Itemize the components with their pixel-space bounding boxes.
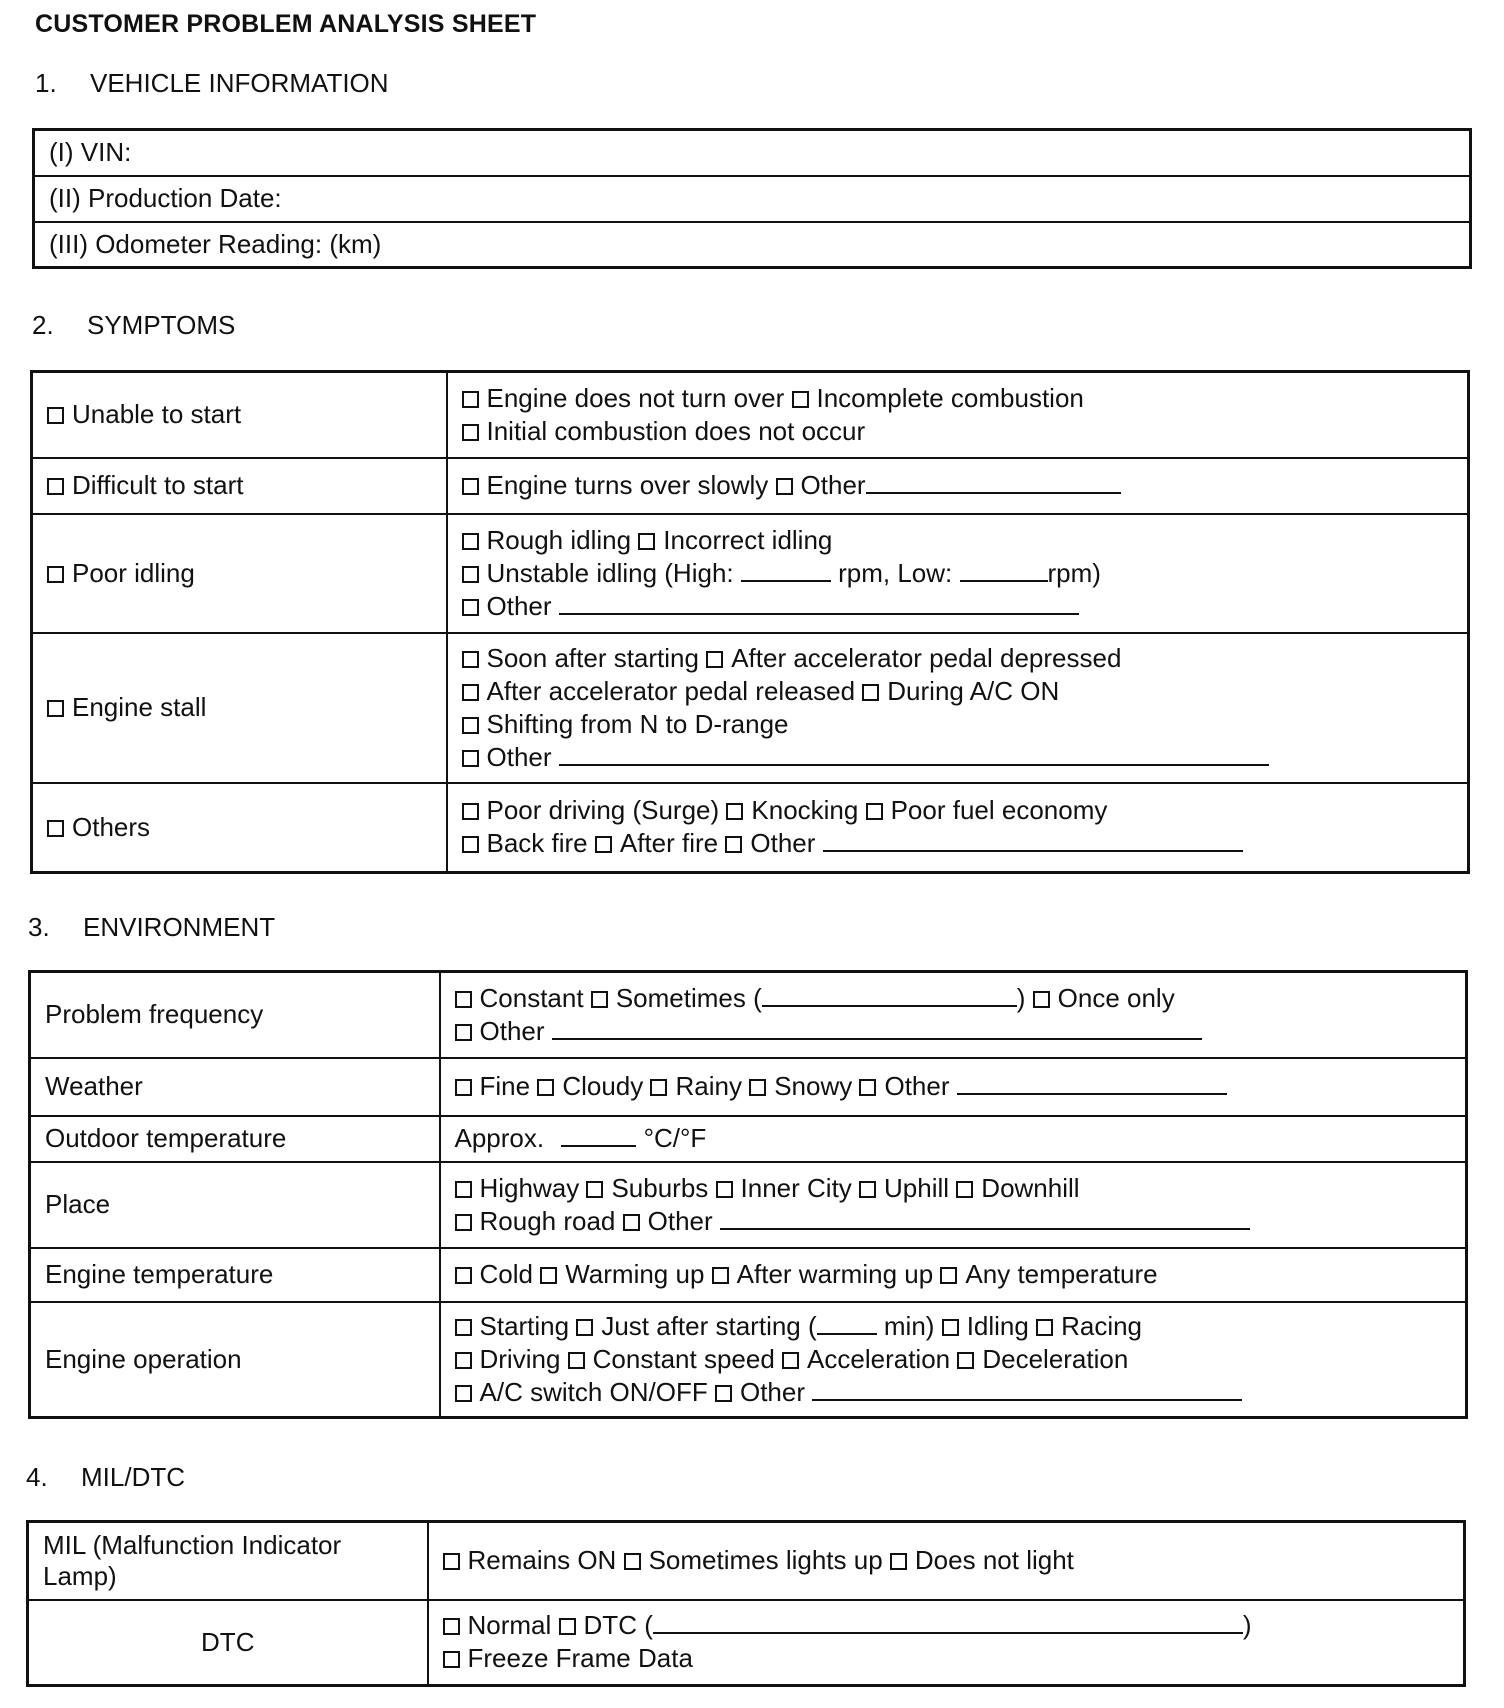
dtc-label: DTC: [201, 1626, 255, 1657]
engine-stall-label: Engine stall: [72, 692, 207, 722]
checkbox[interactable]: [455, 1181, 472, 1198]
checkbox[interactable]: [455, 1319, 472, 1336]
checkbox[interactable]: [782, 1352, 799, 1369]
option-label: Incomplete combustion: [816, 382, 1084, 413]
environment-row-outdoor-temperature: [30, 1116, 1467, 1162]
temperature-field[interactable]: [561, 1123, 636, 1147]
section-vehicle-heading: [35, 68, 389, 99]
checkbox[interactable]: [712, 1267, 729, 1284]
section-mil-dtc-heading: [26, 1462, 185, 1493]
checkbox[interactable]: [940, 1267, 957, 1284]
option-label: Cold: [479, 1259, 533, 1289]
checkbox[interactable]: [462, 533, 479, 550]
low-rpm-field[interactable]: [960, 558, 1048, 582]
checkbox[interactable]: [462, 391, 479, 408]
option-label: After warming up: [736, 1259, 934, 1289]
option-label: After accelerator pedal depressed: [731, 642, 1122, 673]
checkbox[interactable]: [462, 684, 479, 701]
checkbox[interactable]: [462, 836, 479, 853]
option-label: Shifting from N to D-range: [486, 708, 789, 739]
checkbox[interactable]: [455, 1214, 472, 1231]
others-label: Others: [72, 811, 151, 842]
checkbox[interactable]: [568, 1352, 585, 1369]
option-label: Other: [647, 1205, 713, 1236]
option-label: Other: [486, 741, 552, 772]
option-label: Other: [486, 590, 552, 621]
checkbox[interactable]: [537, 1079, 554, 1096]
option-label: Just after starting (: [601, 1310, 817, 1341]
option-label: DTC (: [583, 1610, 653, 1641]
difficult-to-start-label: Difficult to start: [72, 470, 244, 500]
others-checkbox[interactable]: [47, 820, 64, 837]
blank-field[interactable]: [552, 1016, 1202, 1040]
environment-row-frequency: [30, 972, 1467, 1058]
production-date-field[interactable]: [34, 176, 1471, 222]
checkbox[interactable]: [462, 717, 479, 734]
blank-field[interactable]: [720, 1206, 1250, 1230]
dtc-row: [28, 1600, 1465, 1686]
option-label: Incorrect idling: [663, 524, 833, 555]
option-label: Rainy: [675, 1071, 742, 1101]
mil-label: MIL (Malfunction Indicator Lamp): [43, 1529, 342, 1591]
mil-row: [28, 1522, 1465, 1600]
section-title: MIL/DTC: [81, 1462, 185, 1492]
unit-label: °C/°F: [643, 1123, 707, 1153]
section-title: VEHICLE INFORMATION: [90, 68, 389, 98]
checkbox[interactable]: [956, 1181, 973, 1198]
option-label: Remains ON: [467, 1545, 617, 1576]
checkbox[interactable]: [957, 1352, 974, 1369]
poor-idling-label: Poor idling: [72, 557, 195, 588]
environment-table: [28, 970, 1468, 1419]
engine-operation-label: Engine operation: [45, 1343, 242, 1374]
option-label: Any temperature: [965, 1259, 1158, 1289]
option-label: Knocking: [751, 795, 859, 826]
checkbox[interactable]: [462, 566, 479, 583]
checkbox[interactable]: [792, 391, 809, 408]
checkbox[interactable]: [455, 1079, 472, 1096]
option-label: Cloudy: [562, 1071, 644, 1101]
option-label: Other: [739, 1376, 806, 1407]
checkbox[interactable]: [638, 533, 655, 550]
checkbox[interactable]: [462, 750, 479, 767]
option-label: Unstable idling (High:: [486, 557, 734, 588]
section-number: 1.: [35, 68, 57, 98]
option-label: ): [1016, 982, 1026, 1013]
checkbox[interactable]: [540, 1267, 557, 1284]
checkbox[interactable]: [749, 1079, 766, 1096]
option-label: Idling: [966, 1310, 1029, 1341]
checkbox[interactable]: [455, 1352, 472, 1369]
option-label: Back fire: [486, 828, 588, 859]
outdoor-temperature-label: Outdoor temperature: [45, 1123, 287, 1153]
approx-label: Approx.: [454, 1123, 545, 1153]
checkbox[interactable]: [776, 478, 793, 495]
symptom-row-difficult-to-start: [32, 458, 1469, 514]
section-number: 4.: [26, 1462, 48, 1492]
option-label: Deceleration: [982, 1343, 1129, 1374]
page-title: CUSTOMER PROBLEM ANALYSIS SHEET: [35, 10, 537, 38]
option-label: Downhill: [981, 1172, 1080, 1203]
section-environment-heading: [28, 912, 275, 943]
option-label: Does not light: [914, 1545, 1074, 1576]
option-label: Rough road: [479, 1205, 616, 1236]
option-label: Poor fuel economy: [890, 795, 1108, 826]
unable-to-start-checkbox[interactable]: [47, 407, 64, 424]
place-label: Place: [45, 1189, 111, 1219]
checkbox[interactable]: [455, 991, 472, 1008]
weather-label: Weather: [45, 1071, 143, 1101]
problem-frequency-label: Problem frequency: [45, 999, 264, 1030]
option-label: Engine turns over slowly: [486, 470, 769, 500]
option-label: Other: [884, 1071, 950, 1101]
blank-field[interactable]: [762, 983, 1017, 1007]
option-label: Initial combustion does not occur: [486, 415, 866, 446]
option-label: Soon after starting: [486, 642, 699, 673]
checkbox[interactable]: [576, 1319, 593, 1336]
blank-field[interactable]: [823, 828, 1243, 852]
vin-field[interactable]: [34, 130, 1471, 176]
option-label: Fine: [479, 1071, 531, 1101]
option-label: min): [883, 1310, 935, 1341]
option-label: Constant speed: [592, 1343, 775, 1374]
poor-idling-checkbox[interactable]: [47, 566, 64, 583]
checkbox[interactable]: [586, 1181, 603, 1198]
production-date-label: (II) Production Date:: [49, 183, 282, 213]
environment-row-weather: [30, 1058, 1467, 1116]
checkbox[interactable]: [591, 991, 608, 1008]
environment-row-engine-temperature: [30, 1248, 1467, 1302]
option-label: Driving: [479, 1343, 561, 1374]
checkbox[interactable]: [462, 651, 479, 668]
checkbox[interactable]: [859, 1181, 876, 1198]
dtc-code-field[interactable]: [653, 1610, 1243, 1634]
blank-field[interactable]: [812, 1377, 1242, 1401]
checkbox[interactable]: [942, 1319, 959, 1336]
blank-field[interactable]: [957, 1071, 1227, 1095]
blank-field[interactable]: [559, 591, 1079, 615]
option-label: Sometimes lights up: [648, 1545, 883, 1576]
environment-row-place: [30, 1162, 1467, 1248]
environment-row-engine-operation: [30, 1302, 1467, 1418]
option-label: Poor driving (Surge): [486, 795, 720, 826]
option-label: Snowy: [774, 1071, 853, 1101]
option-label: rpm, Low:: [838, 557, 953, 588]
engine-stall-checkbox[interactable]: [47, 700, 64, 717]
vehicle-information-table: [32, 128, 1472, 269]
symptom-row-poor-idling: [32, 514, 1469, 633]
option-label: Other: [479, 1015, 545, 1046]
checkbox[interactable]: [623, 1214, 640, 1231]
checkbox[interactable]: [866, 803, 883, 820]
section-number: 2.: [32, 310, 54, 340]
engine-temperature-label: Engine temperature: [45, 1259, 274, 1289]
option-label: Racing: [1061, 1310, 1143, 1341]
high-rpm-field[interactable]: [741, 558, 831, 582]
option-label: Starting: [479, 1310, 570, 1341]
checkbox[interactable]: [890, 1553, 907, 1570]
symptoms-table: [30, 370, 1470, 874]
checkbox[interactable]: [462, 803, 479, 820]
checkbox[interactable]: [455, 1385, 472, 1402]
checkbox[interactable]: [1033, 991, 1050, 1008]
checkbox[interactable]: [859, 1079, 876, 1096]
checkbox[interactable]: [716, 1181, 733, 1198]
mil-dtc-table: [26, 1520, 1466, 1687]
option-label: After accelerator pedal released: [486, 675, 856, 706]
checkbox[interactable]: [725, 836, 742, 853]
option-label: During A/C ON: [887, 675, 1060, 706]
checkbox[interactable]: [595, 836, 612, 853]
option-label: A/C switch ON/OFF: [479, 1376, 708, 1407]
difficult-to-start-checkbox[interactable]: [47, 478, 64, 495]
option-label: After fire: [619, 828, 719, 859]
checkbox[interactable]: [462, 424, 479, 441]
checkbox[interactable]: [559, 1618, 576, 1635]
option-label: ): [1242, 1610, 1252, 1641]
checkbox[interactable]: [624, 1553, 641, 1570]
option-label: Engine does not turn over: [486, 382, 785, 413]
checkbox[interactable]: [443, 1618, 460, 1635]
option-label: Suburbs: [611, 1172, 709, 1203]
option-label: Highway: [479, 1172, 580, 1203]
minutes-field[interactable]: [817, 1311, 877, 1335]
checkbox[interactable]: [443, 1651, 460, 1668]
symptom-row-unable-to-start: [32, 372, 1469, 458]
odometer-label: (III) Odometer Reading: (km): [49, 228, 382, 259]
checkbox[interactable]: [862, 684, 879, 701]
checkbox[interactable]: [706, 651, 723, 668]
section-symptoms-heading: [32, 310, 235, 341]
option-label: Acceleration: [807, 1343, 951, 1374]
checkbox[interactable]: [455, 1024, 472, 1041]
symptom-row-others: [32, 783, 1469, 873]
blank-field[interactable]: [866, 470, 1121, 494]
option-label: Other: [750, 828, 816, 859]
option-label: Uphill: [884, 1172, 950, 1203]
option-label: Sometimes (: [615, 982, 762, 1013]
option-label: Once only: [1057, 982, 1175, 1013]
checkbox[interactable]: [462, 478, 479, 495]
checkbox[interactable]: [443, 1553, 460, 1570]
blank-field[interactable]: [559, 742, 1269, 766]
section-number: 3.: [28, 912, 50, 942]
odometer-field[interactable]: [34, 222, 1471, 268]
option-label: Warming up: [565, 1259, 705, 1289]
vin-label: (I) VIN:: [49, 137, 132, 168]
section-title: SYMPTOMS: [87, 310, 236, 340]
option-label: Rough idling: [486, 524, 632, 555]
section-title: ENVIRONMENT: [83, 912, 276, 942]
option-label: Constant: [479, 982, 584, 1013]
checkbox[interactable]: [455, 1267, 472, 1284]
checkbox[interactable]: [715, 1385, 732, 1402]
option-label: rpm): [1047, 557, 1101, 588]
option-label: Normal: [467, 1610, 552, 1641]
symptom-row-engine-stall: [32, 633, 1469, 783]
option-label: Other: [800, 470, 866, 500]
option-label: Inner City: [740, 1172, 852, 1203]
checkbox[interactable]: [462, 599, 479, 616]
option-label: Freeze Frame Data: [467, 1643, 693, 1674]
unable-to-start-label: Unable to start: [72, 399, 242, 430]
checkbox[interactable]: [726, 803, 743, 820]
checkbox[interactable]: [1036, 1319, 1053, 1336]
checkbox[interactable]: [650, 1079, 667, 1096]
